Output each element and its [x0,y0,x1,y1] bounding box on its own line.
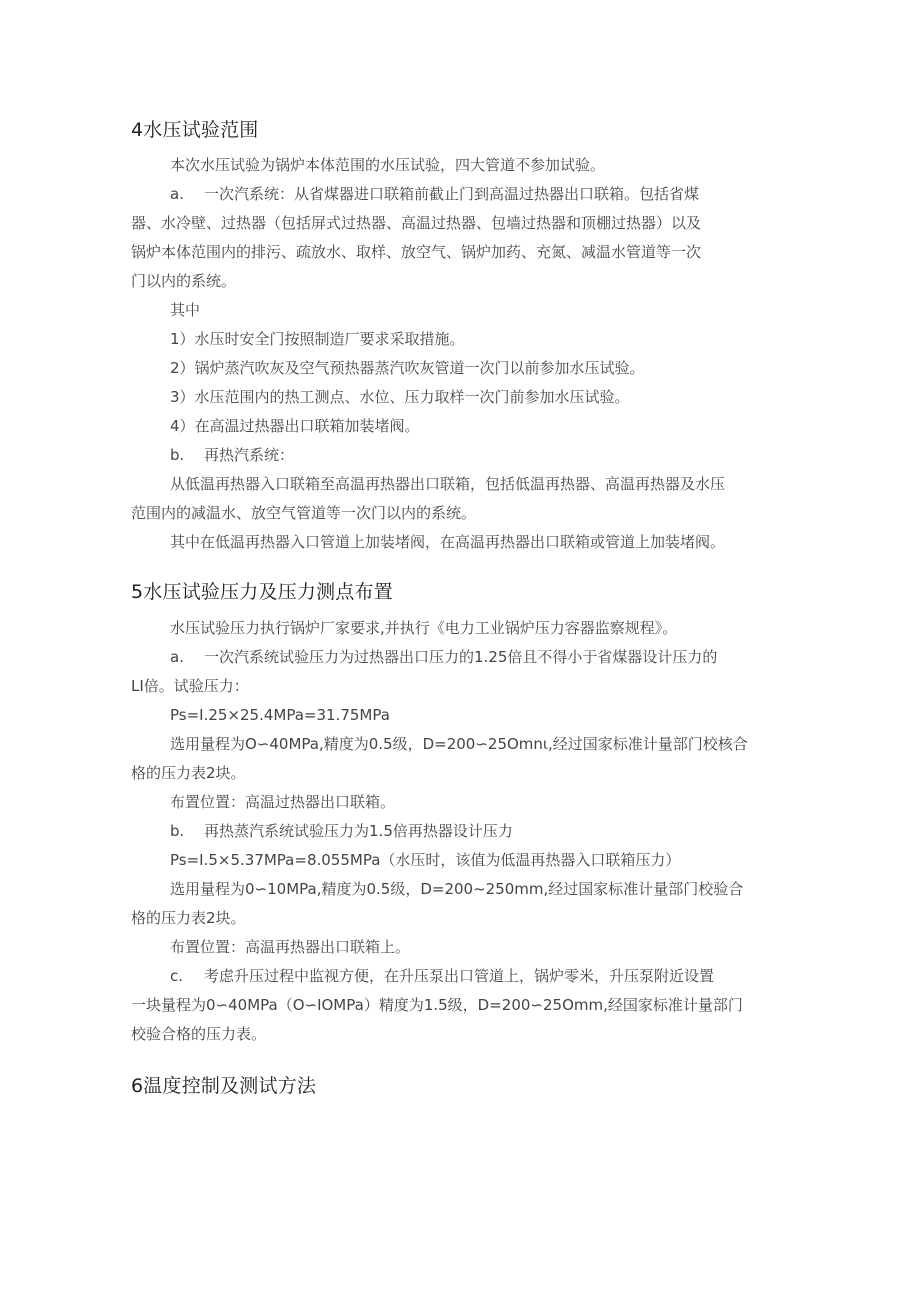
section-4-item-b [170,445,294,465]
section-4-item-b-line-1: 从低温再热器入口联箱至高温再热器出口联箱，包括低温再热器、高温再热器及水压 [170,475,726,493]
section-5-item-a-gauge-line-2: 格的压力表2块。 [131,764,246,782]
section-4-intro: 本次水压试验为锅炉本体范围的水压试验，四大管道不参加试验。 [170,156,606,174]
section-5-item-b-position: 布置位置：高温再热器出口联箱上。 [170,938,411,956]
section-4-list-item-3: 3）水压范围内的热工测点、水位、压力取样一次门前参加水压试验。 [170,388,630,406]
item-b-marker: b. [170,446,185,464]
section-4-item-a-line-2: 器、水冷壁、过热器（包括屏式过热器、高温过热器、包墙过热器和顶棚过热器）以及 [131,214,702,232]
section-6-heading: 6温度控制及测试方法 [131,1075,317,1097]
section-5-item-b-gauge-line-2: 格的压力表2块。 [131,909,246,927]
section-4-heading: 4水压试验范围 [131,119,259,141]
section-5-item-c-line-3: 校验合格的压力表。 [131,1025,267,1043]
section-4-item-b-line-2: 范围内的减温水、放空气管道等一次门以内的系统。 [131,504,477,522]
section-5-item-b-gauge-line-1: 选用量程为0∽10MPa,精度为0.5级，D=200~250mm,经过国家标准计量部门校验合 [170,880,744,898]
section-4-item-a-line-4: 门以内的系统。 [131,272,237,290]
item-a-marker: a. [170,648,184,666]
item-b-label: 再热汽系统： [204,446,295,464]
section-5-item-a-formula: Ps=I.25×25.4MPa=31.75MPa [170,706,390,724]
section-5-item-a-gauge-line-1: 选用量程为O∽40MPa,精度为0.5级，D=200∽25Omnι,经过国家标准计量部门校核合 [170,735,748,753]
item-b-marker: b. [170,822,185,840]
item-c-marker: c. [170,967,184,985]
section-5-item-c-line-2: 一块量程为0∽40MPa（O∽IOMPa）精度为1.5级，D=200∽25Omm,经国家标准计量部门 [131,996,743,1014]
section-5-item-a-line-2: LI倍。试验压力： [131,677,249,695]
section-5-item-c-line-1 [170,966,714,986]
section-5-item-a-line-1 [170,647,717,667]
section-4-list-item-1: 1）水压时安全门按照制造厂要求采取措施。 [170,330,465,348]
section-4-list-item-2: 2）锅炉蒸汽吹灰及空气预热器蒸汽吹灰管道一次门以前参加水压试验。 [170,359,645,377]
section-5-item-b-formula: Ps=I.5×5.37MPa=8.055MPa（水压时，该值为低温再热器入口联箱压力） [170,851,681,869]
section-5-intro: 水压试验压力执行锅炉厂家要求,并执行《电力工业锅炉压力容器监察规程》。 [170,619,678,637]
item-a-text: 一次汽系统：从省煤器进口联箱前截止门到高温过热器出口联箱。包括省煤 [204,185,700,203]
section-5-item-a-position: 布置位置：高温过热器出口联箱。 [170,793,396,811]
item-a-text: 一次汽系统试验压力为过热器出口压力的1.25倍且不得小于省煤器设计压力的 [204,648,718,666]
section-4-item-b-line-3: 其中在低温再热器入口管道上加装堵阀，在高温再热器出口联箱或管道上加装堵阀。 [170,533,726,551]
item-c-text: 考虑升压过程中监视方便，在升压泵出口管道上，锅炉零米，升压泵附近设置 [204,967,715,985]
section-5-heading: 5水压试验压力及压力测点布置 [131,581,393,603]
section-4-qizhong: 其中 [170,301,201,319]
item-a-marker: a. [170,185,184,203]
section-4-list-item-4: 4）在高温过热器出口联箱加装堵阀。 [170,417,420,435]
item-b-text: 再热蒸汽系统试验压力为1.5倍再热器设计压力 [204,822,513,840]
section-5-item-b-line-1 [170,821,513,841]
section-4-item-a-line-1 [170,184,699,204]
section-4-item-a-line-3: 锅炉本体范围内的排污、疏放水、取样、放空气、锅炉加药、充氮、减温水管道等一次 [131,243,702,261]
